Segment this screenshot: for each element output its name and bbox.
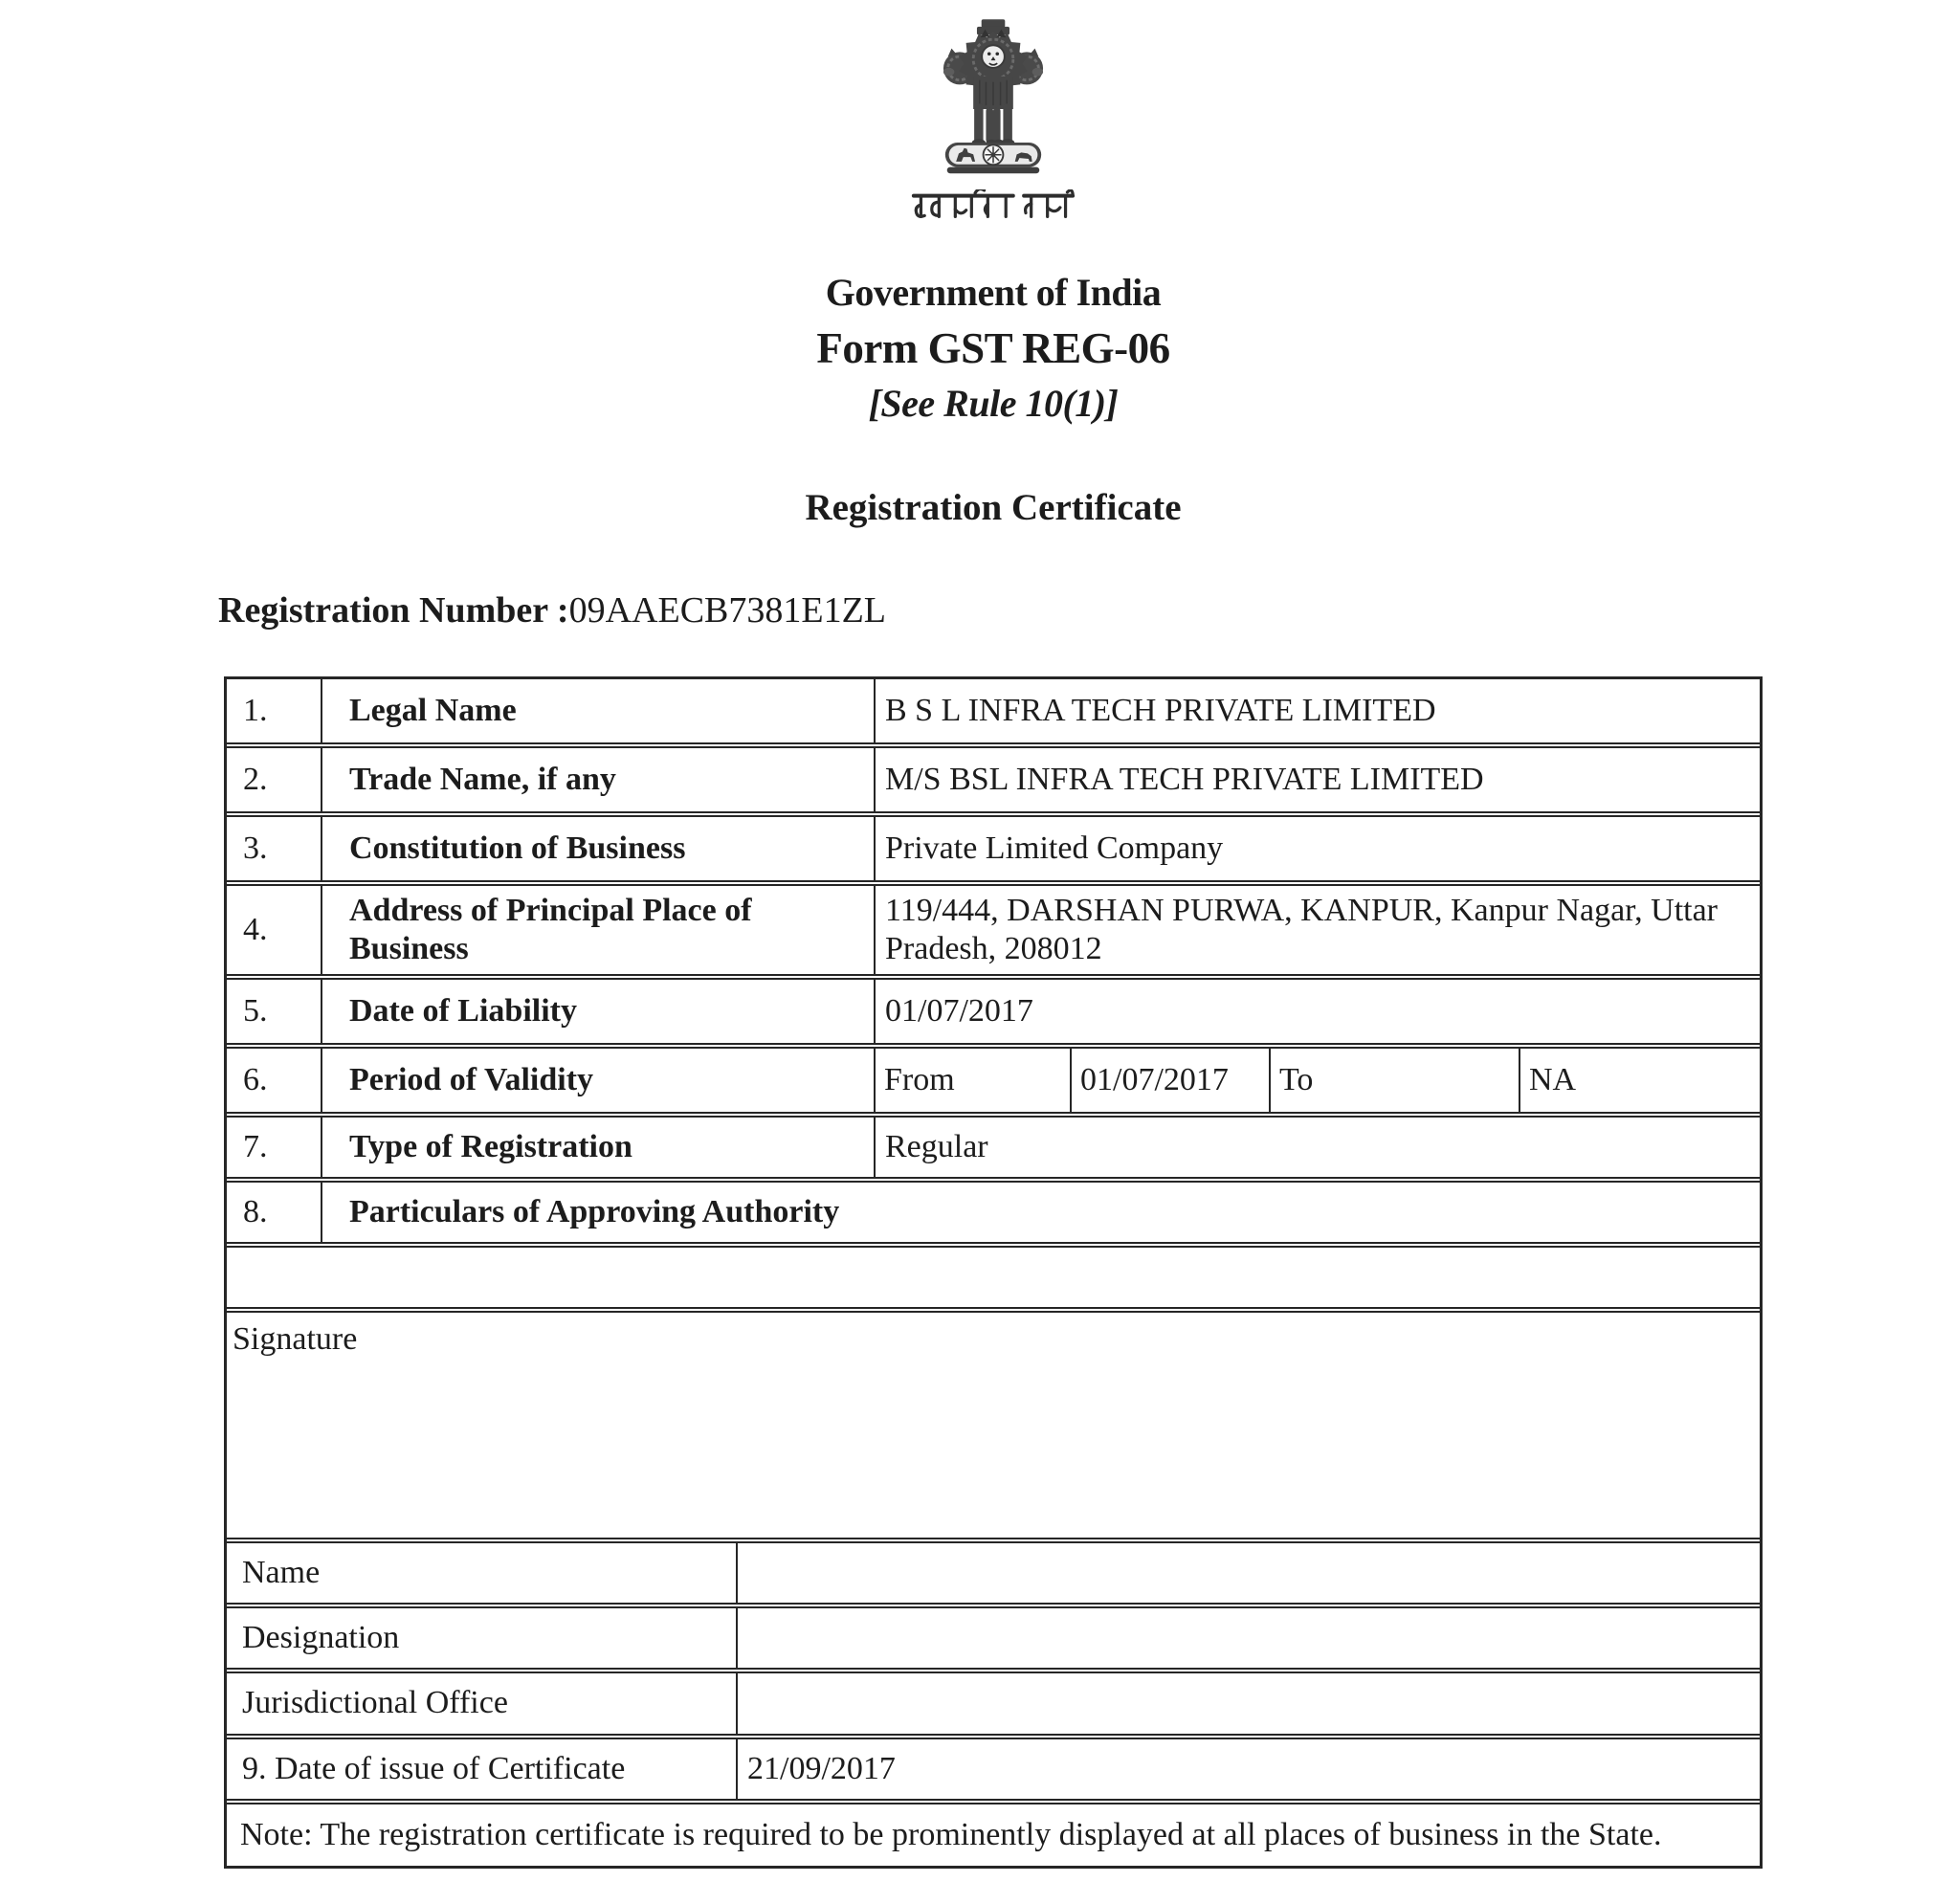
table-row-constitution	[227, 817, 1760, 886]
row-number: 2.	[227, 748, 322, 811]
table-row-officer-name	[227, 1543, 1760, 1608]
row-number: 6.	[227, 1049, 322, 1112]
table-row-spacer	[227, 1248, 1760, 1313]
row-value: Private Limited Company	[885, 830, 1224, 866]
table-row-trade-name	[227, 748, 1760, 817]
empty-cell	[227, 1248, 1760, 1307]
officer-row-value	[738, 1543, 1760, 1603]
row-value: 01/07/2017	[885, 992, 1033, 1029]
table-row-period-of-validity	[227, 1049, 1760, 1118]
row-label: Particulars of Approving Authority	[349, 1193, 840, 1229]
table-row-date-of-liability	[227, 980, 1760, 1049]
form-title: Form GST REG-06	[816, 324, 1170, 372]
table-row-principal-address	[227, 886, 1760, 980]
registration-details-table	[224, 676, 1763, 1869]
validity-from-label: From	[876, 1049, 1072, 1112]
row-label: Period of Validity	[322, 1049, 876, 1112]
row-label: Trade Name, if any	[322, 748, 876, 811]
registration-number-value: 09AAECB7381E1ZL	[568, 590, 887, 631]
table-row-note	[227, 1804, 1760, 1866]
note-text: Note: The registration certificate is required to be prominently displayed at all places of business in the State.	[240, 1816, 1662, 1852]
satyameva-jayate-caption	[224, 189, 1763, 227]
officer-row-value	[738, 1673, 1760, 1734]
table-row-jurisdictional-office	[227, 1673, 1760, 1739]
emblem-container	[224, 15, 1763, 190]
row-number: 8.	[227, 1183, 322, 1242]
row-label: Date of Liability	[322, 980, 876, 1043]
rule-reference: [See Rule 10(1)]	[868, 382, 1119, 425]
row-value: 119/444, DARSHAN PURWA, KANPUR, Kanpur Nagar, Uttar Pradesh, 208012	[885, 892, 1719, 966]
table-row-date-of-issue	[227, 1739, 1760, 1804]
row-number: 3.	[227, 817, 322, 880]
registration-number-line	[218, 589, 886, 631]
table-row-legal-name	[227, 679, 1760, 748]
row-label: Address of Principal Place of Business	[322, 886, 876, 974]
registration-number-label: Registration Number :	[218, 590, 569, 631]
row-label: Legal Name	[322, 679, 876, 742]
officer-row-label: Designation	[227, 1608, 738, 1668]
table-row-type-of-registration	[227, 1118, 1760, 1183]
table-row-officer-designation	[227, 1608, 1760, 1673]
officer-row-label: Jurisdictional Office	[227, 1673, 738, 1734]
row-value: M/S BSL INFRA TECH PRIVATE LIMITED	[885, 761, 1484, 797]
validity-to-value: NA	[1529, 1061, 1577, 1097]
row-number: 7.	[227, 1118, 322, 1177]
certificate-title: Registration Certificate	[805, 487, 1182, 528]
ashoka-emblem-icon	[925, 15, 1061, 186]
signature-label: Signature	[233, 1321, 358, 1357]
table-row-approving-authority	[227, 1183, 1760, 1248]
row-number: 5.	[227, 980, 322, 1043]
officer-row-value	[738, 1608, 1760, 1668]
officer-row-value: 21/09/2017	[747, 1750, 896, 1786]
validity-to-label: To	[1271, 1049, 1520, 1112]
table-row-signature	[227, 1313, 1760, 1543]
row-number: 1.	[227, 679, 322, 742]
government-title: Government of India	[825, 271, 1162, 314]
row-label: Type of Registration	[322, 1118, 876, 1177]
officer-row-label: Name	[227, 1543, 738, 1603]
officer-row-label: 9. Date of issue of Certificate	[227, 1739, 738, 1799]
validity-from-value: 01/07/2017	[1072, 1049, 1271, 1112]
devanagari-motto-icon	[908, 189, 1078, 222]
row-label: Constitution of Business	[322, 817, 876, 880]
row-value: B S L INFRA TECH PRIVATE LIMITED	[885, 692, 1436, 728]
row-number: 4.	[227, 886, 322, 974]
row-value: Regular	[885, 1128, 988, 1164]
